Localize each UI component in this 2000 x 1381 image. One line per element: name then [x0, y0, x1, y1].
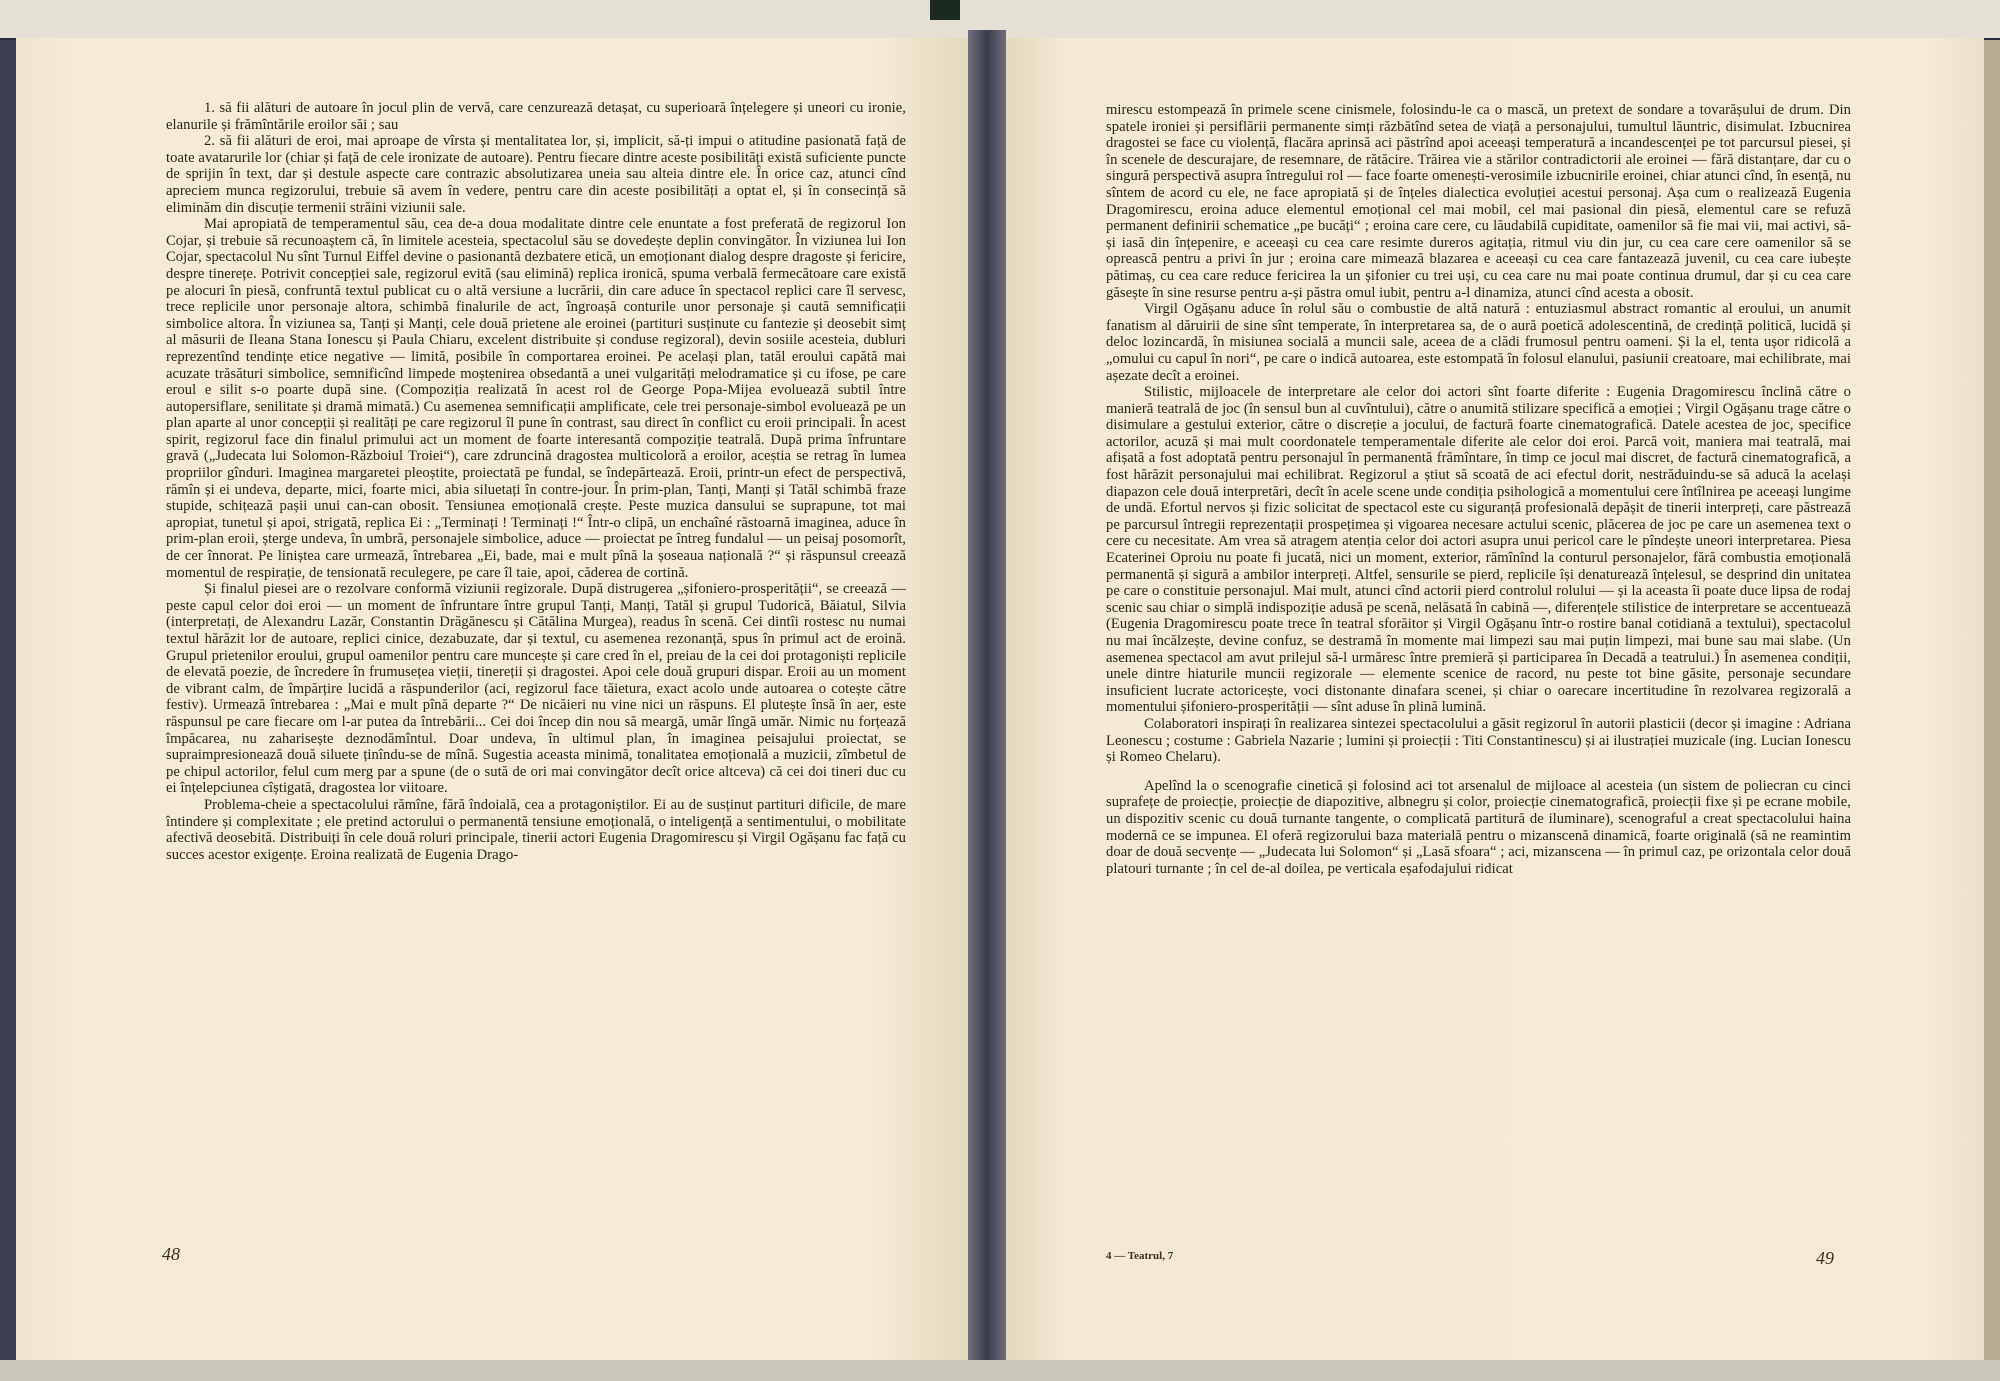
paragraph: mirescu estompează în primele scene cinismele, folosindu-le ca o mască, un pretext de sondare a tovarășului de drum. Din spatele ironiei și persiflării permanente simți răzbătînd setea de viață a personajului, tumultul lăuntric, disimulat. Izbucnirea dragostei se face cu violență, flacăra aprinsă aci păstrînd apoi aceeași temperatură a incandescenței pe tot parcursul piesei, și în scenele de descurajare, de resemnare, de rătăcire. Trăirea vie a stărilor contradictorii ale eroinei — fără distanțare, dar cu o singură perspectivă asupra întregului rol — face foarte omenești-verosimile izbucnirile eroinei, chiar atunci cînd, în esență, nu sîntem de acord cu ele, ne face apropiată și de înțeles dialectica evoluției acestui personaj. Așa cum o realizează Eugenia Dragomirescu, eroina aduce elementul emoțional cel mai mobil, cel mai pasional din piesă, elementul care se refuză permanent definirii schematice „pe bucăți“ ; eroina care cere, cu lăudabilă cupiditate, oamenilor să fie mai vii, mai activi, să-și iasă din înțepenire, e aceeași cu cea care resimte dureros agitația, ritmul viu din jur, cu cea care cere oamenilor să se oprească pentru a privi în jur ; eroina care mimează blazarea e aceeași cu cea care fantazează juvenil, cu cea care iubește pătimaș, cu cea care reduce fericirea la un șifonier cu trei uși, cu cea care nu mai poate continua drumul, dar și cu cea care găsește în sine resurse pentru a-și păstra omul iubit, pentru a-l dinamiza, atunci cînd acesta a obosit. [1106, 102, 1851, 301]
paragraph: Virgil Ogășanu aduce în rolul său o combustie de altă natură : entuziasmul abstract romantic al eroului, un anumit fanatism al dăruirii de sine sînt temperate, în interpretarea sa, de o aură poetică adolescentină, de credință politică, lucidă și deloc lozincardă, în misiunea socială a muncii sale, aceea de a clădi frumosul pentru oameni. Și la el, tenta ușor ridicolă a „omului cu capul în nori“, pe care o indică autoarea, este estompată în folosul elanului, pasiunii creatoare, mai echilibrate, mai așezate decît a eroinei. [1106, 301, 1851, 384]
scan-background-bottom [0, 1360, 2000, 1381]
paragraph: 2. să fii alături de eroi, mai aproape de vîrsta și mentalitatea lor, și, implicit, să-ți impui o atitudine pasionată față de toate avatarurile lor (chiar și față de cele ironizate de autoare). Pentru fiecare dintre aceste posibilități există suficiente puncte de sprijin în text, dar și destule aspecte care contrazic absolutizarea uneia sau alteia dintre ele. În orice caz, atunci cînd apreciem munca regizorului, trebuie să avem în vedere, pentru care din aceste posibilități a optat el, și în consecință să eliminăm din discuție termenii străini viziunii sale. [166, 133, 906, 216]
paragraph: Apelînd la o scenografie cinetică și folosind aci tot arsenalul de mijloace al acesteia (un sistem de poliecran cu cinci suprafețe de proiecție, proiecție de diapozitive, albnegru și color, proiecție cinematografică, proiecții fixe și pe ecrane mobile, un dispozitiv scenic cu două turnante tangente, o complicată partitură de iluminare), scenograful a creat spectacolului haina modernă ce se impunea. El oferă regizorului baza materială pentru o mizanscenă dinamică, foarte originală (să ne reamintim doar de două secvențe — „Judecata lui Solomon“ și „Lasă sfoara“ ; aci, mizanscena — în primul caz, pe orizontala celor două platouri turnante ; în cel de-al doilea, pe verticala eșafodajului ridicat [1106, 777, 1851, 877]
left-page-text [166, 100, 906, 863]
paragraph: Și finalul piesei are o rezolvare conformă viziunii regizorale. După distrugerea „șifoniero-prosperității“, se creează — peste capul celor doi eroi — un moment de înfruntare între grupul Tanți, Manți, Tatăl și grupul Tudorică, Băiatul, Silvia (interpretați, de Alexandru Lazăr, Constantin Drăgănescu și Cătălina Murgea), readus în scenă. Cei dintîi rostesc nu numai textul hărăzit lor de autoare, replici cinice, dezabuzate, dar și textul, cu asemenea rezonanță, spus în primul act de eroină. Grupul prietenilor eroului, grupul oamenilor pentru care muncește și care cred în el, preiau de la cei doi protagoniști replicile de elevată poezie, de încredere în frumusețea vieții, tinereții și dragostei. Apoi cele două grupuri dispar. Eroii au un moment de vibrant calm, de împărțire lucidă a răspunderilor (aci, regizorul face tăietura, exact acolo unde autoarea o cotește către festiv). Urmează întrebarea : „Mai e mult pînă departe ?“ De nicăieri nu vine nici un răspuns. El plutește însă în aer, este răspunsul pe care fiecare om l-ar putea da întrebării... Cei doi încep din nou să meargă, umăr lîngă umăr. Nimic nu forțează împăcarea, nu zaharisește deznodămîntul. Doar undeva, în ultimul plan, în imaginea peisajului proiectat, se supraimpresionează două siluete ținîndu-se de mînă. Sugestia aceasta minimă, tonalitatea emoțională a muzicii, zîmbetul de pe chipul actorilor, felul cum merg par a spune (de o sută de ori mai convingător decît orice altceva) că cei doi tineri duc cu ei înțelepciunea cîștigată, dragostea lor viitoare. [166, 581, 906, 797]
right-page [1006, 38, 1984, 1360]
page-number: 48 [162, 1244, 180, 1264]
book-gutter [968, 30, 1006, 1360]
page-number: 49 [1816, 1248, 1834, 1268]
left-page [16, 38, 968, 1360]
scan-mark [930, 0, 960, 20]
paragraph: Stilistic, mijloacele de interpretare ale celor doi actori sînt foarte diferite : Eugenia Dragomirescu înclină către o manieră teatrală de joc (în sensul bun al cuvîntului), către o anumită stilizare specifică a emoției ; Virgil Ogășanu trage către o disimulare a gestului exterior, către o discreție a jocului, de factură foarte cinematografică. Datele acestea de joc, specifice actorilor, acuză și mai mult coordonatele temperamentale diferite ale celor doi eroi. Parcă voit, maniera mai teatrală, mai afișată a fost adoptată pentru personajul în permanentă frămîntare, în timp ce jocul mai discret, de factură cinematografică, a fost hărăzit personajului mai echilibrat. Regizorul a știut să scoată de aci efectul dorit, nestrăduindu-se să aducă la același diapazon cele două interpretări, decît în acele scene unde condiția psihologică a momentului cere întîlnirea pe aceeași lungime de undă. Efortul nervos și fizic solicitat de spectacol este cu siguranță profesională depășit de tinerii interpreți, care păstrează pe parcursul întregii reprezentații prospețimea și vigoarea necesare actului scenic, plăcerea de joc pe care un asemenea text o cere cu necesitate. Am vrea să atragem atenția celor doi actori asupra unui pericol care le pîndește uneori interpretarea. Piesa Ecaterinei Oproiu nu poate fi jucată, nici un moment, exterior, rămînînd la conturul personajelor, fără combustia emoțională permanentă și sigură a ambilor interpreți. Altfel, sensurile se pierd, replicile își denaturează înțelesul, se desprind din unitatea pe care o constituie personajul. Mai mult, atunci cînd actorii pierd controlul rolului — și la aceasta îi poate duce lipsa de rodaj scenic sau chiar o simplă indispoziție adusă pe scenă, nelăsată în cabină —, diferențele stilistice de interpretare se accentuează (Eugenia Dragomirescu poate trece în teatral sforăitor și Virgil Ogășanu într-o rostire banal cotidiană a textului), spectacolul nu mai încălzește, devine confuz, se destramă în momente mai limpezi sau mai puțin limpezi, mai bune sau mai slabe. (Un asemenea spectacol am avut prilejul să-l urmăresc între premieră și participarea în Decadă a teatrului.) În asemenea condiții, unele dintre hiaturile muncii regizorale — elemente scenice de racord, nu peste tot bine găsite, personaje secundare insuficient lucrate actoricește, voci distonante dinafara scenei, și chiar o oarecare incertitudine în rezolvarea regizorală a momentului șifoniero-prosperității — sînt aduse în plină lumină. [1106, 384, 1851, 716]
signature-footer: 4 — Teatrul, 7 [1106, 1250, 1174, 1262]
book-cover-edge-left [0, 40, 16, 1360]
right-page-text [1106, 102, 1851, 877]
paragraph: 1. să fii alături de autoare în jocul plin de vervă, care cenzurează detașat, cu superioară înțelegere și uneori cu ironie, elanurile și frămîntările eroilor săi ; sau [166, 100, 906, 133]
paragraph: Mai apropiată de temperamentul său, cea de-a doua modalitate dintre cele enuntate a fost preferată de regizorul Ion Cojar, și trebuie să recunoaștem că, în limitele acesteia, spectacolul său se dovedește deplin convingător. În viziunea lui Ion Cojar, spectacolul Nu sînt Turnul Eiffel devine o pasionantă dezbatere etică, un emoționant dialog despre dragoste și fericire, despre tinerețe. Potrivit concepției sale, regizorul evită (sau elimină) replica ironică, spuma verbală fermecătoare care există pe alocuri în piesă, confruntă textul publicat cu o altă versiune a lucrării, din care aduce în spectacol replici care îl servesc, trece replicile unor personaje altora, schimbă finalurile de act, îngroașă conturile unor personaje și caută semnificații simbolice altora. În viziunea sa, Tanți și Manți, cele două prietene ale eroinei (partituri susținute cu fantezie și deosebit simț al măsurii de Ileana Stana Ionescu și Paula Chiaru, excelent distribuite și conduse regizoral), devin sosiile acesteia, dubluri reprezentînd tendințe etice negative — limită, posibile în comportarea eroinei. Pe același plan, tatăl eroului capătă mai acuzate trăsături simbolice, semnificînd limpede moștenirea obsedantă a unei vulgarități melodramatice și cu ifose, pe care eroul e silit s-o poarte după sine. (Compoziția realizată în acest rol de George Popa-Mijea evoluează subtil între autopersiflare, senilitate și dramă mimată.) Cu asemenea semnificații amplificate, cele trei personaje-simbol evoluează pe un plan aparte al unor concepții și realități pe care regizorul îl pune în contrast, sau direct în conflict cu eroii principali. În acest spirit, regizorul face din finalul primului act un moment de foarte interesantă compoziție teatrală. După prima înfruntare gravă („Judecata lui Solomon-Războiul Troiei“), care zdruncină dragostea multicoloră a eroilor, aceștia se retrag în lumea propriilor gînduri. Imaginea margaretei pleoștite, proiectată pe fundal, se îndepărtează. Eroii, printr-un efect de perspectivă, rămîn și ei undeva, departe, mici, foarte mici, abia siluetați în contre-jour. În prim-plan, Tanți, Manți și Tatăl schimbă fraze stupide, schițează pașii unui can-can obosit. Tensiunea emoțională crește. Peste muzica dansului se suprapune, tot mai apropiat, tunetul și apoi, strigată, replica Ei : „Terminați ! Terminați !“ Într-o clipă, un enchaîné răstoarnă imaginea, aduce în prim-plan eroii, șterge undeva, în umbră, personajele simbolice, aduce — proiectat pe întreg fundalul — un peisaj posomorît, de cer înnorat. Pe liniștea care urmează, întrebarea „Ei, bade, mai e mult pînă la șoseaua națională ?“ și răspunsul creează momentul de respirație, de tensionată reculegere, pe care îl taie, apoi, căderea de cortină. [166, 216, 906, 581]
paragraph: Colaboratori inspirați în realizarea sintezei spectacolului a găsit regizorul în autorii plasticii (decor și imagine : Adriana Leonescu ; costume : Gabriela Nazarie ; lumini și proiecții : Titi Constantinescu) și ai ilustrației muzicale (ing. Lucian Ionescu și Romeo Chelaru). [1106, 715, 1851, 766]
page-stack-edge-right [1984, 40, 2000, 1360]
paragraph: Problema-cheie a spectacolului rămîne, fără îndoială, cea a protagoniștilor. Ei au de susținut partituri dificile, de mare întindere și complexitate ; ele pretind actorului o permanentă tensiune emoțională, o inteligență a sentimentului, o mobilitate afectivă deosebită. Distribuiți în cele două roluri principale, tinerii actori Eugenia Dragomirescu și Virgil Ogășanu fac față cu succes acestor exigențe. Eroina realizată de Eugenia Drago- [166, 796, 906, 863]
